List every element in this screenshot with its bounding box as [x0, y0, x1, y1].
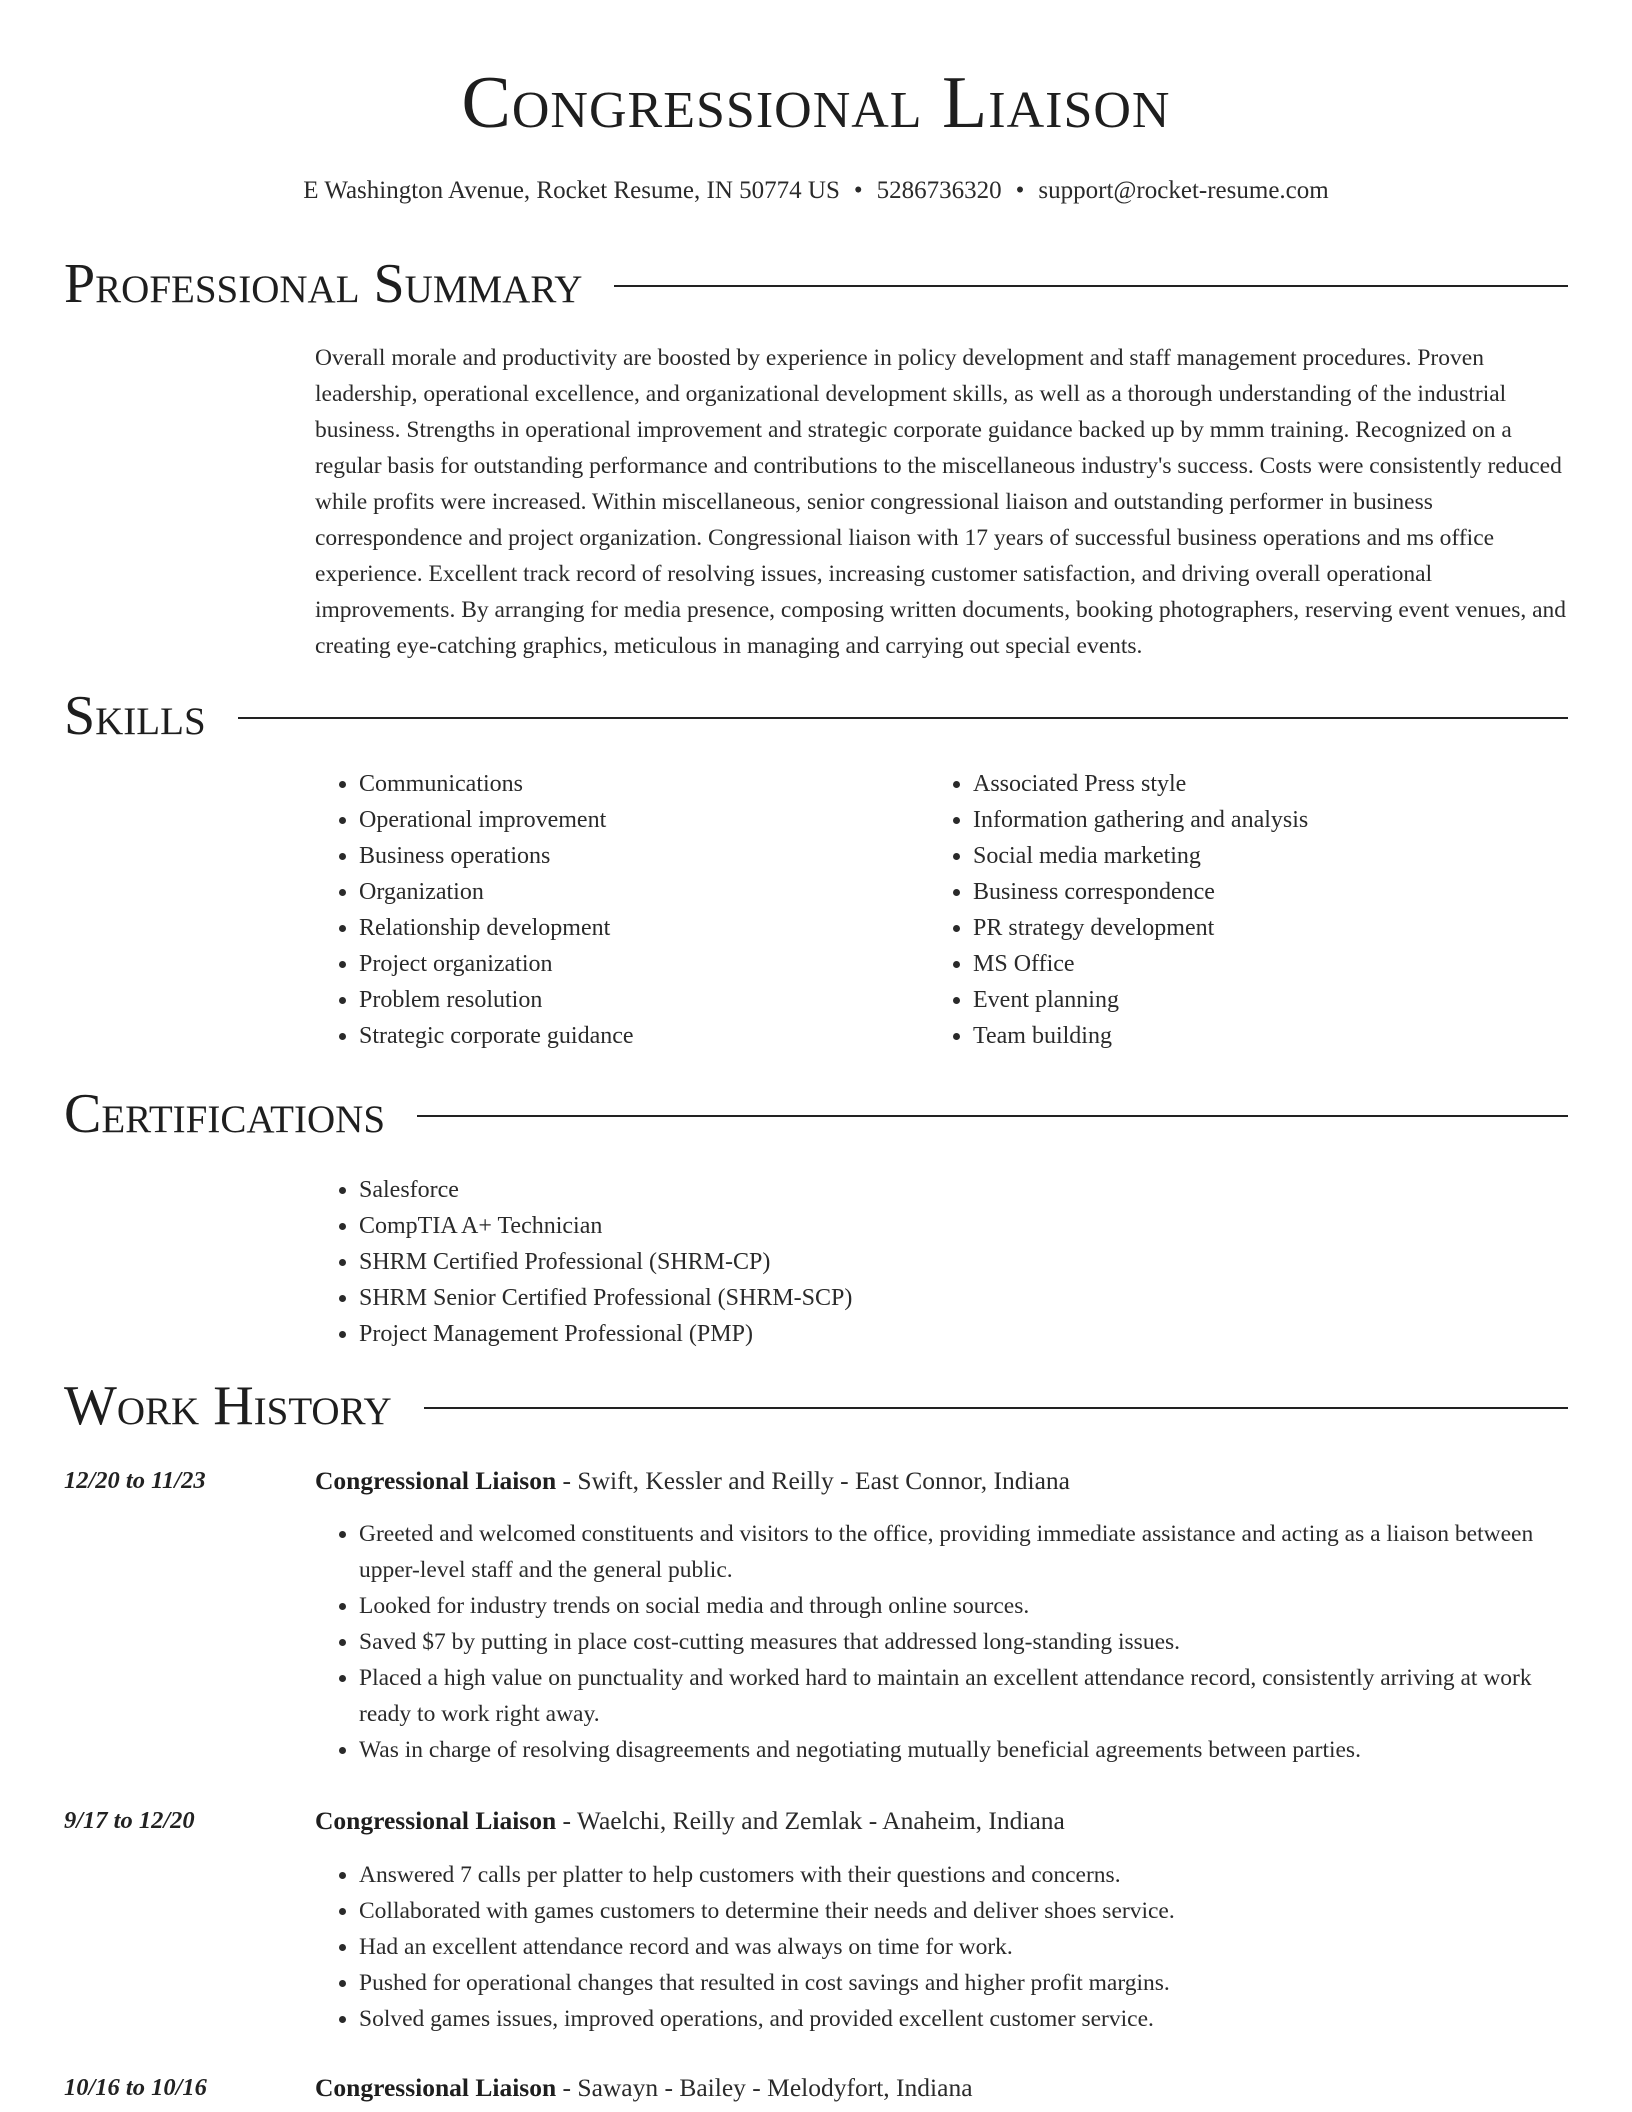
section-divider	[417, 1115, 1568, 1117]
section-divider	[614, 285, 1568, 287]
skill-item: • Event planning	[973, 982, 1489, 1018]
separator-dot: •	[853, 177, 863, 204]
certifications-section-header	[64, 1082, 1568, 1146]
job-title-line	[315, 1464, 1571, 1498]
skill-item: • Social media marketing	[973, 838, 1489, 874]
job-title-line	[315, 1804, 1571, 1838]
certifications-heading: Certifications	[64, 1083, 386, 1145]
job-bullet: • Collaborated with games customers to determine their needs and deliver shoes service.	[359, 1893, 1571, 1929]
job-bullet: • Saved $7 by putting in place cost-cutting measures that addressed long-standing issues.	[359, 1624, 1571, 1660]
skill-item: • Business operations	[359, 838, 875, 874]
certification-item: • Project Management Professional (PMP)	[359, 1316, 1515, 1352]
work-history-section-header	[64, 1374, 1568, 1438]
job-title: Congressional Liaison	[315, 1806, 557, 1835]
job-employer: - Sawayn - Bailey - Melodyfort, Indiana	[556, 2073, 973, 2102]
summary-heading: Professional Summary	[64, 253, 583, 315]
contact-line	[0, 174, 1632, 208]
email: support@rocket-resume.com	[1038, 177, 1329, 204]
job-title-line	[315, 2071, 1571, 2105]
certification-item: • SHRM Certified Professional (SHRM-CP)	[359, 1244, 1515, 1280]
candidate-name: Congressional Liaison	[461, 62, 1171, 144]
job-dates: 10/16 to 10/16	[64, 2074, 207, 2101]
skills-list-left	[315, 766, 875, 1054]
skill-item: • Relationship development	[359, 910, 875, 946]
job-title: Congressional Liaison	[315, 1466, 557, 1495]
job-employer: - Swift, Kessler and Reilly - East Connor, Indiana	[556, 1466, 1070, 1495]
work-history-heading: Work History	[64, 1375, 392, 1437]
job-dates: 12/20 to 11/23	[64, 1467, 206, 1494]
certification-item: • Salesforce	[359, 1172, 1515, 1208]
skill-item: • Organization	[359, 874, 875, 910]
summary-section-header	[64, 252, 1568, 316]
job-bullet-list	[315, 1857, 1571, 2037]
job-bullet: • Pushed for operational changes that resulted in cost savings and higher profit margins.	[359, 1965, 1571, 2001]
address: E Washington Avenue, Rocket Resume, IN 50774 US	[303, 177, 840, 204]
certification-item: • CompTIA A+ Technician	[359, 1208, 1515, 1244]
skill-item: • Communications	[359, 766, 875, 802]
job-bullets-block	[315, 1857, 1571, 2037]
job-bullet: • Placed a high value on punctuality and worked hard to maintain an excellent attendance record, consistently arriving at work ready to work right away.	[359, 1660, 1571, 1732]
job-bullet: • Greeted and welcomed constituents and visitors to the office, providing immediate assistance and acting as a liaison between upper-level staff and the general public.	[359, 1516, 1571, 1588]
skill-item: • Operational improvement	[359, 802, 875, 838]
section-divider	[424, 1407, 1568, 1409]
skills-section-header	[64, 684, 1568, 748]
job-bullet: • Was in charge of resolving disagreements and negotiating mutually beneficial agreements between parties.	[359, 1732, 1571, 1768]
skills-heading: Skills	[64, 685, 206, 747]
skill-item: • Business correspondence	[973, 874, 1489, 910]
separator-dot: •	[1015, 177, 1025, 204]
skills-column-left	[315, 766, 875, 1054]
job-bullets-block	[315, 1516, 1571, 1768]
job-title: Congressional Liaison	[315, 2073, 557, 2102]
certifications-list	[315, 1172, 1515, 1352]
summary-text: Overall morale and productivity are boosted by experience in policy development and staff management procedures. Proven leadership, operational excellence, and organizational development skills, as well as a thorough understanding of the industrial business. Strengths in operational improvement and strategic corporate guidance backed up by mmm training. Recognized on a regular basis for outstanding performance and contributions to the miscellaneous industry's success. Costs were consistently reduced while profits were increased. Within miscellaneous, senior congressional liaison and outstanding performer in business correspondence and project organization. Congressional liaison with 17 years of successful business operations and ms office experience. Excellent track record of resolving issues, increasing customer satisfaction, and driving overall operational improvements. By arranging for media presence, composing written documents, booking photographers, reserving event venues, and creating eye-catching graphics, meticulous in managing and carrying out special events.	[315, 345, 1567, 659]
certifications-block	[315, 1172, 1515, 1352]
certification-item: • SHRM Senior Certified Professional (SHRM-SCP)	[359, 1280, 1515, 1316]
job-employer: - Waelchi, Reilly and Zemlak - Anaheim, Indiana	[556, 1806, 1065, 1835]
job-bullet: • Looked for industry trends on social media and through online sources.	[359, 1588, 1571, 1624]
skill-item: • Associated Press style	[973, 766, 1489, 802]
skill-item: • Problem resolution	[359, 982, 875, 1018]
skills-list-right	[929, 766, 1489, 1054]
phone: 5286736320	[876, 177, 1002, 204]
job-bullet-list	[315, 1516, 1571, 1768]
skill-item: • Information gathering and analysis	[973, 802, 1489, 838]
job-dates: 9/17 to 12/20	[64, 1807, 195, 1834]
job-bullet: • Solved games issues, improved operations, and provided excellent customer service.	[359, 2001, 1571, 2037]
skill-item: • Project organization	[359, 946, 875, 982]
job-bullet: • Had an excellent attendance record and was always on time for work.	[359, 1929, 1571, 1965]
section-divider	[238, 717, 1568, 719]
job-bullet: • Answered 7 calls per platter to help customers with their questions and concerns.	[359, 1857, 1571, 1893]
skills-column-right	[929, 766, 1489, 1054]
skill-item: • Strategic corporate guidance	[359, 1018, 875, 1054]
skill-item: • Team building	[973, 1018, 1489, 1054]
skill-item: • MS Office	[973, 946, 1489, 982]
skill-item: • PR strategy development	[973, 910, 1489, 946]
